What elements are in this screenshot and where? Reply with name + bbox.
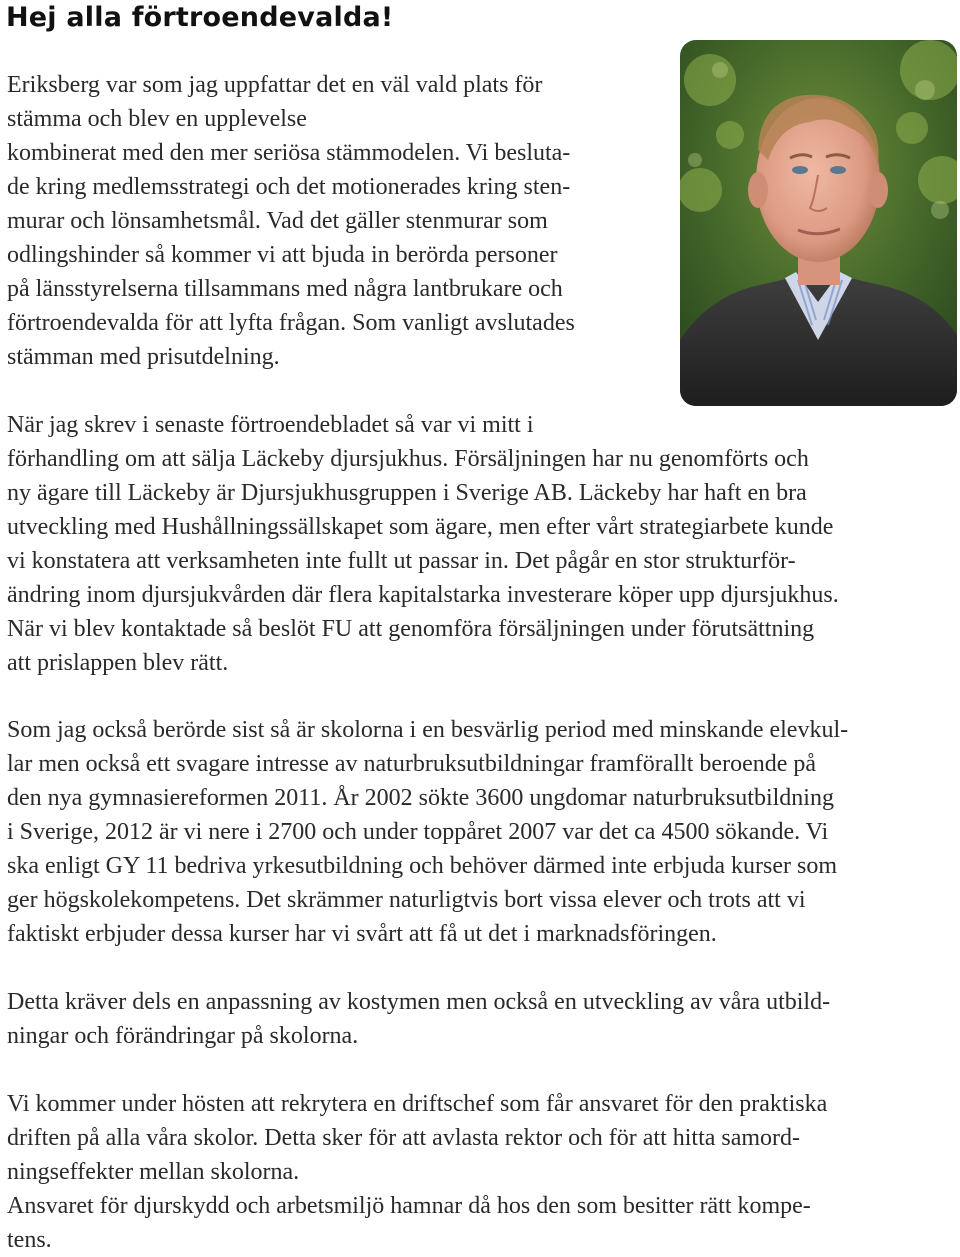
paragraph-schools [7,713,848,951]
text-line: faktiskt erbjuder dessa kurser har vi svårt att få ut det i marknadsföringen. [7,921,717,947]
text-line: den nya gymnasiereformen 2011. År 2002 sökte 3600 ungdomar naturbruksutbildning [7,785,834,811]
text-line: Ansvaret för djurskydd och arbetsmiljö hamnar då hos den som besitter rätt kompe- [7,1193,811,1219]
page-title: Hej alla förtroendevalda! [6,2,394,33]
text-line: stämman med prisutdelning. [7,344,280,370]
text-line: de kring medlemsstrategi och det motionerades kring sten- [7,174,571,200]
text-line: ändring inom djursjukvården där flera kapitalstarka investerare köper upp djursjukhus. [7,582,839,608]
text-line: ningar och förändringar på skolorna. [7,1023,359,1049]
paragraph-recruitment [7,1087,827,1257]
portrait-photo [680,40,957,406]
intro-paragraph [7,68,575,374]
text-line: Vi kommer under hösten att rekrytera en driftschef som får ansvaret för den praktiska [7,1091,828,1117]
text-line: Eriksberg var som jag uppfattar det en väl vald plats för [7,72,543,98]
text-line: ny ägare till Läckeby är Djursjukhusgruppen i Sverige AB. Läckeby har haft en bra [7,480,807,506]
text-line: driften på alla våra skolor. Detta sker för att avlasta rektor och för att hitta samord- [7,1125,801,1151]
paragraph-adaptation [7,985,830,1053]
paragraph-sale [7,408,839,680]
portrait-photo-icon [680,40,957,406]
text-line: När jag skrev i senaste förtroendebladet så var vi mitt i [7,412,534,438]
text-line: kombinerat med den mer seriösa stämmodelen. Vi besluta- [7,140,571,166]
text-line: ger högskolekompetens. Det skrämmer naturligtvis bort vissa elever och trots att vi [7,887,806,913]
text-line: murar och lönsamhetsmål. Vad det gäller stenmurar som [7,208,548,234]
text-line: odlingshinder så kommer vi att bjuda in berörda personer [7,242,558,268]
text-line: Som jag också berörde sist så är skolorna i en besvärlig period med minskande elevkul- [7,717,849,743]
text-line: lar men också ett svagare intresse av naturbruksutbildningar framförallt beroende på [7,751,817,777]
text-line: ningseffekter mellan skolorna. [7,1159,300,1185]
text-line: utveckling med Hushållningssällskapet som ägare, men efter vårt strategiarbete kunde [7,514,834,540]
text-line: förtroendevalda för att lyfta frågan. Som vanligt avslutades [7,310,575,336]
text-line: ska enligt GY 11 bedriva yrkesutbildning och behöver därmed inte erbjuda kurser som [7,853,838,879]
text-line: att prislappen blev rätt. [7,650,229,676]
text-line: förhandling om att sälja Läckeby djursjukhus. Försäljningen har nu genomförts och [7,446,809,472]
text-line: på länsstyrelserna tillsammans med några lantbrukare och [7,276,563,302]
text-line: vi konstatera att verksamheten inte fullt ut passar in. Det pågår en stor strukturför- [7,548,796,574]
text-line: tens. [7,1227,52,1253]
text-line: stämma och blev en upplevelse [7,106,307,132]
text-line: När vi blev kontaktade så beslöt FU att genomföra försäljningen under förutsättning [7,616,815,642]
text-line: i Sverige, 2012 är vi nere i 2700 och under toppåret 2007 var det ca 4500 sökande. Vi [7,819,829,845]
text-line: Detta kräver dels en anpassning av kostymen men också en utveckling av våra utbild- [7,989,831,1015]
